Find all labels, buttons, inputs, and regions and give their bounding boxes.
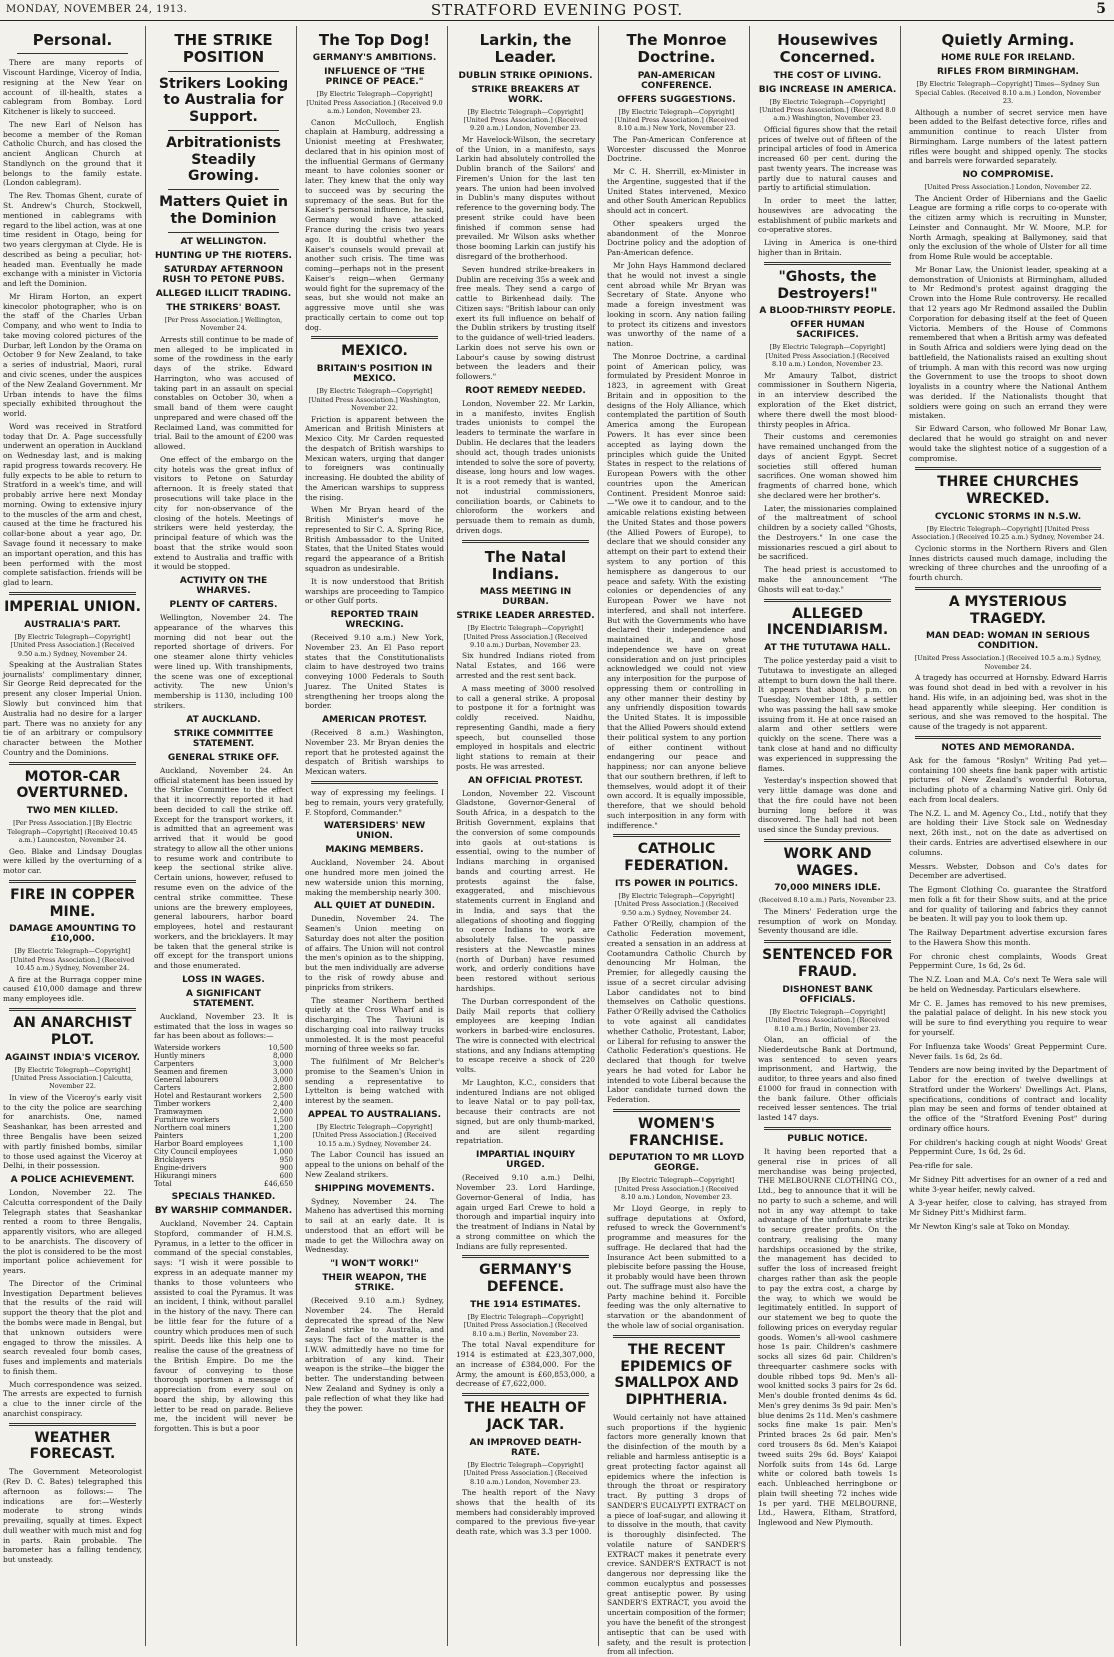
table-row bbox=[154, 1100, 293, 1108]
article-paragraph: The health report of the Navy shows that the health of its members had considerably improved compared to the previous five-year death rate, which was 3.3 per 1000. bbox=[456, 1488, 595, 1537]
article-paragraph: way of expressing my feelings. I beg to remain, yours very gratefully, F. Stopford, Commander." bbox=[305, 788, 444, 817]
occupation-cell: Engine-drivers bbox=[154, 1164, 207, 1173]
amount-cell: 900 bbox=[279, 1164, 293, 1173]
article-paragraph: (Received 8 a.m.) Washington, November 23. Mr Bryan denies the report that he protested against the despatch of British warships to Mexican waters. bbox=[305, 728, 444, 777]
article-paragraph: Mr Hiram Horton, an expert kinecolor photographer, who is on the staff of the Charles Urban Company, and who went to India to take moving colored pictures of the Durbar, left London by the Orama on October 9 for New Zealand, to take a series of industrial, Maori, rural and civic scenes, under the auspices of the New Zealand Government. Mr Urban intends to have the films specially exhibited throughout the world. bbox=[3, 291, 142, 419]
page-number: 5 bbox=[1096, 1, 1106, 17]
amount-cell: 8,000 bbox=[272, 1052, 293, 1061]
wire-credit: [By Electric Telegraph—Copyright] [United Press Association.] (Received 10.25 a.m.) Sydney, November 24. bbox=[911, 524, 1105, 542]
article-paragraph: The Director of the Criminal Investigation Department believes that the results of the raid will support the theory that the plot and the bombs were made in Bengal, but that unknown outsiders were engaged to throw the missiles. A search revealed four bomb cases, fuses and implements and materials to finish them. bbox=[3, 1278, 142, 1376]
subhead: AMERICAN PROTEST. bbox=[322, 715, 427, 726]
article-paragraph: It having been reported that a general rise in prices of all merchandise was being projected, THE MELBOURNE CLOTHING CO., Ltd., beg to announce that it will be no party to such a scheme, and will not in any way attempt to take advantage of the unfortunate strike to secure greater profits. On the contrary, realising the many hardships occasioned by the strike, the management has decided to suffer the loss of increased freight charges rather than ask the people to pay the extra cost, a charge by the way, to which we would be legitimately entitled. In support of our statement we beg to quote the following prices on everyday regular goods. Women's all-wool cashmere hose 1s pair. Children's cashmere socks all sizes 6d pair. Children's threequarter cashmere socks with double ribbed tops 9d. Men's all-wool knitted socks 3 pairs for 2s 6d. Men's double fronted denims 4s 6d. Men's grey denims 3s 9d pair. Men's blue denims 2s 11d. Men's cashmere socks fine make 1s pair. Men's Printed braces 2s 6d pair. Men's cord trousers 8s 6d. Men's Kaiapoi tweed suits 29s 6d. Boys' Kaiapoi Norfolk suits from 14s 6d. Large white or colored bath towels 1s each. Unbleached herringbone or plain twill sheeting 72 inches wide 1s per yard. THE MELBOURNE, Ltd., Hawera, Eltham, Stratford, Inglewood and New Plymouth. bbox=[758, 1147, 897, 1528]
subhead: BY WARSHIP COMMANDER. bbox=[154, 1206, 293, 1217]
amount-cell: 2,800 bbox=[272, 1084, 293, 1093]
wire-credit: [By Electric Telegraph—Copyright] [United Press Association.] (Received 8.10 a.m.) London, November 23. bbox=[765, 343, 890, 369]
amount-cell: 1,000 bbox=[272, 1148, 293, 1157]
subhead: NOTES AND MEMORANDA. bbox=[941, 742, 1075, 753]
subhead: ALL QUIET AT DUNEDIN. bbox=[313, 901, 436, 912]
subhead: IMPARTIAL INQUIRY URGED. bbox=[475, 1150, 576, 1171]
wire-credit: [By Electric Telegraph—Copyright] [United Press Association.] (Received 8.0 a.m.) Washington, November 23. bbox=[759, 97, 896, 123]
occupation-cell: Painters bbox=[154, 1132, 184, 1141]
occupation-cell: Waterside workers bbox=[154, 1044, 221, 1053]
table-row bbox=[154, 1076, 293, 1084]
occupation-cell: Carpenters bbox=[154, 1060, 194, 1069]
headline-franchise: WOMEN'S FRANCHISE. bbox=[628, 1115, 725, 1149]
wire-credit: [By Electric Telegraph—Copyright] [United Press Association.] (Received 8.10 a.m.) Berlin, November 23. bbox=[765, 1007, 890, 1033]
article-paragraph: The Durban correspondent of the Daily Mail reports that colliery employees are keeping Indian workers in barbed-wire enclosures. The wire is connected with electrical stations, and any Indians attempting to escape receive a shock of 220 volts. bbox=[456, 996, 595, 1075]
subhead: THEIR WEAPON, THE STRIKE. bbox=[322, 1273, 427, 1294]
occupation-cell: Tramwaymen bbox=[154, 1108, 203, 1117]
headline-fraud: SENTENCED FOR FRAUD. bbox=[762, 947, 893, 981]
subhead: PUBLIC NOTICE. bbox=[787, 1134, 868, 1145]
article-paragraph: (Received 9.10 a.m.) Sydney, November 24. The Herald deprecated the spread of the New Zealand strike to Australia, and says: The fact of the matter is the I.W.W. admittedly have no time for arbitration of any kind. Their weapon is the strike—the bigger the better. The understanding between New Zealand and Sydney is only a pale reflection of what they like had they the power. bbox=[305, 1296, 444, 1413]
subhead: DAMAGE AMOUNTING TO £10,000. bbox=[9, 924, 136, 945]
headline-top-dog: The Top Dog! bbox=[318, 31, 431, 49]
wire-credit: [Per Press Association.] [By Electric Telegraph—Copyright] (Received 10.45 a.m.) Launceston, November 24. bbox=[7, 819, 138, 845]
subhead: TWO MEN KILLED. bbox=[26, 806, 119, 817]
article-paragraph: Auckland, November 24. An official statement has been issued by the Strike Committee to the effect that it incorrectly reported it had been decided to call the strike off. Except for the transport workers, it is admitted that an agreement was arrived that it would be good strategy to allow all the other unions to resume work and contribute to keep the sectional strike alive. Certain unions, however, refused to resume even on the advice of the central strike committee. These unions are the brewery employees, general labourers, harbor board employees, hotel and restaurant workers, and the bricklayers. It may be taken that the general strike is off except for the transport unions and those enumerated. bbox=[154, 765, 293, 971]
notice-item: The N.Z. L. and M. Agency Co., Ltd., notify that they are holding their Live Stock sale on Wednesday next, 26th inst., not on the date as advertised on their cards. Entries are advertised elsewhere in our columns. bbox=[909, 808, 1107, 857]
notice-item: The Railway Department advertise excursion fares to the Hawera Show this month. bbox=[909, 928, 1107, 947]
subhead: DEPUTATION TO MR LLOYD GEORGE. bbox=[608, 1153, 745, 1174]
headline-matters-quiet: Matters Quiet in the Dominion bbox=[159, 194, 288, 228]
article-paragraph: The police yesterday paid a visit to Tututawa to investigate an alleged attempt to burn down the hall there. It appears that about 9 p.m. on Tuesday, November 18th, a settler who was passing the hall saw smoke issuing from it. He at once raised an alarm and other settlers were quickly on the scene. There was a tank close at hand and no difficulty was experienced in suppressing the flames. bbox=[758, 656, 897, 773]
subhead: AT WELLINGTON. bbox=[180, 236, 267, 247]
headline-catholic: CATHOLIC FEDERATION. bbox=[624, 841, 729, 875]
headline-imperial-union: IMPERIAL UNION. bbox=[4, 598, 141, 615]
headline-weather: WEATHER FORECAST. bbox=[29, 1429, 116, 1463]
amount-cell: 1,200 bbox=[272, 1124, 293, 1133]
subhead: A BLOOD-THIRSTY PEOPLE. bbox=[759, 306, 896, 317]
subhead: MAN DEAD: WOMAN IN SERIOUS CONDITION. bbox=[926, 631, 1090, 652]
wage-loss-table bbox=[154, 1044, 293, 1188]
article-paragraph: Auckland, November 23. It is estimated that the loss in wages so far has been about as follows:— bbox=[154, 1011, 293, 1041]
subhead: ROOT REMEDY NEEDED. bbox=[465, 385, 586, 396]
subhead: PLENTY OF CARTERS. bbox=[169, 600, 278, 611]
article-paragraph: Their customs and ceremonies have remained unchanged from the days of ancient Egypt. Secret societies still offered human sacrifices. One woman showed him fragments of charred bone, which she declared were her brother's. bbox=[758, 432, 897, 500]
headline-incendiarism: ALLEGED INCENDIARISM. bbox=[766, 605, 889, 639]
occupation-cell: Timber workers bbox=[154, 1100, 211, 1109]
headline-motor-car: MOTOR-CAR OVERTURNED. bbox=[16, 768, 129, 802]
subhead: DISHONEST BANK OFFICIALS. bbox=[782, 984, 873, 1005]
occupation-cell: General labourers bbox=[154, 1076, 219, 1085]
occupation-cell: Carters bbox=[154, 1084, 181, 1093]
article-paragraph: London, November 22. Mr Larkin, in a manifesto, invites English trades unionists to compel the leaders to terminate the warfare in Dublin. He declares that the leaders should act, though trades unionists intended to solve the sore of poverty, disease, long hours and low wages. It is a root remedy that is wanted, not industrial commissioners, conciliation boards, or Cabinets to chloroform the workers and persuade them to remain as dumb, driven dogs. bbox=[456, 398, 595, 535]
subhead: A SIGNIFICANT STATEMENT. bbox=[186, 988, 261, 1009]
wire-credit: [By Electric Telegraph—Copyright] [United Press Association.] (Received 9.50 a.m.) Sydney, November 24. bbox=[614, 892, 739, 917]
subhead: GERMANY'S AMBITIONS. bbox=[312, 53, 437, 64]
subhead: RIFLES FROM BIRMINGHAM. bbox=[937, 67, 1079, 78]
subhead: AT THE TUTUTAWA HALL. bbox=[764, 643, 891, 654]
notice-item: A 3-year heifer, close to calving, has strayed from Mr Sidney Pitt's Midhirst farm. bbox=[909, 1198, 1107, 1218]
notice-item: Mr C. E. James has removed to his new premises, the palatial palace of delight. In his new stock you will be sure to find everything you require to wear for yourself. bbox=[909, 998, 1107, 1037]
subhead: "I WON'T WORK!" bbox=[330, 1259, 419, 1270]
subhead: APPEAL TO AUSTRALIANS. bbox=[307, 1109, 442, 1120]
wire-credit: [By Electric Telegraph—Copyright] [United Press Association.] (Received 8.10 a.m.) London, November 23. bbox=[614, 1176, 739, 1202]
headline-larkin: Larkin, the Leader. bbox=[479, 31, 572, 67]
subhead: BRITAIN'S POSITION IN MEXICO. bbox=[316, 364, 433, 385]
headline-germany-defence: GERMANY'S DEFENCE. bbox=[479, 1262, 572, 1296]
newspaper-title: STRATFORD EVENING POST. bbox=[430, 1, 684, 19]
article-paragraph: Mr Lloyd George, in reply to suffrage deputations at Oxford, refused to wreck the Government's programme and measures for the suffrage. He declared that had the Insurance Act been submitted to a plebiscite before passing the House, it probably would have been thrown out. The suffrage must also have the Party machine behind it. Forcible feeding was the only alternative to starvation or the abandonment of the whole law of social organisation. bbox=[607, 1203, 746, 1330]
headline-churches: THREE CHURCHES WRECKED. bbox=[937, 474, 1079, 508]
subhead: THE COST OF LIVING. bbox=[773, 70, 882, 81]
amount-cell: 10,500 bbox=[268, 1044, 293, 1053]
article-paragraph: The Government Meteorologist (Rev D. C. Bates) telegraphed this afternoon as follows:— The indications are for:—Westerly moderate to strong winds prevailing, squally at times. Expect dull weather with much mist and fog in parts. Rain probable. The barometer has a falling tendency, but unsteady. bbox=[3, 1467, 142, 1565]
article-paragraph: Dunedin, November 24. The Seamen's Union meeting on Saturday does not alter the position of affairs. The Union will not control the men's opinion as to the shipping, but the men individually are adverse to the risk of rowdy abuse and pinpricks from strikers. bbox=[305, 914, 444, 992]
article-paragraph: In view of the Viceroy's early visit to the city the police are searching for anarchists. One, named Seashankar, has been arrested and three Bengalis have been seized with partly finished bombs, similar to those used against the Viceroy at Delhi, in their possession. bbox=[3, 1092, 142, 1171]
article-paragraph: The head priest is accustomed to make the announcement "The Ghosts will eat to-day." bbox=[758, 565, 897, 594]
article-paragraph: Canon McCulloch, English chaplain at Hamburg, addressing a Unionist meeting at Freshwater, declared that in his opinion most of the influential Germans of Germany meant to have colonies sooner or later. They knew that the only way to succeed was by securing the supremacy of the seas. But for the Kaiser's personal influence, he said, Germany would have attacked France during the crisis two years ago. It is doubtful whether the Kaiser's counsels would prevail at another such crisis. The time was coming—perhaps not in the present Kaiser's reign—when Germany would fight for the supremacy of the seas, but she would not make an aggressive move until she was practically certain to come out top dog. bbox=[305, 117, 444, 332]
amount-cell: 3,000 bbox=[272, 1060, 293, 1069]
occupation-cell: Northern coal miners bbox=[154, 1124, 231, 1133]
subhead: OFFER HUMAN SACRIFICES. bbox=[790, 320, 865, 341]
notice-item: Pea-rifle for sale. bbox=[909, 1161, 973, 1171]
subhead: ITS POWER IN POLITICS. bbox=[615, 879, 738, 889]
notice-item: For Influenza take Woods' Great Peppermint Cure. Never fails. 1s 6d, 2s 6d. bbox=[909, 1041, 1107, 1061]
column-2 bbox=[151, 26, 297, 1646]
subhead: SPECIALS THANKED. bbox=[171, 1192, 276, 1203]
article-paragraph: The Miners' Federation urge the resumption of work on Monday. Seventy thousand are idle. bbox=[758, 906, 897, 936]
article-paragraph: Arrests still continue to be made of men alleged to be implicated in some of the rowdiness in the early days of the strike. Edward Harrington, who was accused of taking part in an assault on special constables on October 30, when a small band of them were caught unprepared and were chased off the Reclaimed Land, was committed for trial. Bail to the amount of £200 was allowed. bbox=[154, 334, 293, 452]
article-paragraph: In order to meet the latter, housewives are advocating the establishment of public markets and co-operative stores. bbox=[758, 196, 897, 235]
table-row bbox=[154, 1060, 293, 1068]
occupation-cell: Furniture workers bbox=[154, 1116, 220, 1125]
article-paragraph: Auckland, November 24. About one hundred more men joined the new waterside union this morning, making the membership nearly 300. bbox=[305, 858, 444, 897]
notice-item: For children's hacking cough at night Woods' Great Peppermint Cure, 1s 6d, 2s 6d. bbox=[909, 1137, 1107, 1157]
table-row bbox=[154, 1116, 293, 1124]
wire-credit: [By Electric Telegraph—Copyright] [United Press Association.] Washington, November 22. bbox=[308, 387, 441, 413]
occupation-cell: City Council employees bbox=[154, 1148, 238, 1157]
notice-item: For chronic chest complaints, Woods Great Peppermint Cure, 1s 6d, 2s 6d. bbox=[909, 951, 1107, 971]
article-paragraph: Six hundred Indians rioted from Natal Estates, and 166 were arrested and the rest sent back. bbox=[456, 651, 595, 681]
article-paragraph: Auckland, November 24. Captain Stopford, commander of H.M.S. Pyramus, in a letter to the officer in command of the special constables, says: "I wish it were possible to express in an adequate manner my thanks to those volunteers who assisted to coal the Pyramus. It was an incident, I think, without parallel in the history of the navy. There can be little fear for the future of a country which produces men of such spirit. Deeds like this help one to realise the cause of the greatness of the British Empire. Do me the favour of conveying to those thorough sportsmen a message of appreciation from every soul on board the ship, by allowing this letter to be read on parade. Believe me, the incident will never be forgotten. This is but a poor bbox=[154, 1219, 293, 1434]
subhead: AUSTRALIA'S PART. bbox=[24, 619, 121, 630]
subhead: AN OFFICIAL PROTEST. bbox=[468, 775, 583, 786]
column-4 bbox=[453, 26, 599, 1646]
amount-cell: 2,000 bbox=[272, 1108, 293, 1117]
subhead: OFFERS SUGGESTIONS. bbox=[617, 94, 736, 105]
article-paragraph: The total Naval expenditure for 1914 is estimated at £23,307,000, an increase of £384,000. For the Army, the amount is £60,853,000, a decrease of £7,622,000. bbox=[456, 1340, 595, 1389]
table-total-row bbox=[154, 1180, 293, 1188]
occupation-cell: Huntly miners bbox=[154, 1052, 205, 1061]
amount-cell: 1,100 bbox=[272, 1140, 293, 1149]
subhead: STRIKE BREAKERS AT WORK. bbox=[471, 84, 580, 105]
occupation-cell: Seamen and firemen bbox=[154, 1068, 228, 1077]
subhead: A POLICE ACHIEVEMENT. bbox=[10, 1175, 135, 1186]
subhead: HOME RULE FOR IRELAND. bbox=[940, 53, 1076, 64]
table-row bbox=[154, 1132, 293, 1140]
subhead: MAKING MEMBERS. bbox=[325, 845, 424, 856]
headline-epidemics: THE RECENT EPIDEMICS OF SMALLPOX AND DIPHTHERIA. bbox=[614, 1341, 739, 1409]
occupation-cell: Hikurangi miners bbox=[154, 1172, 217, 1181]
article-paragraph: The fulfilment of Mr Belcher's promise to the Seamen's Union in sending a representative to Lyttelton is being watched with interest by the seamen. bbox=[305, 1057, 444, 1106]
article-paragraph: Other speakers urged the abandonment of the Monroe Doctrine policy and the adoption of Pan-American defence. bbox=[607, 218, 746, 258]
article-paragraph: Mr Havelock-Wilson, the secretary of the Union, in a manifesto, says Larkin had absolutely controlled the Dublin branch of the Sailors' and Firemen's Union for the last ten years. The union had been involved in Dublin's many disputes without reference to the governing body. The present strike could have been finished if common sense had prevailed. Mr Wilson asks whether those booming Larkin can justify his disregard of the brotherhood. bbox=[456, 134, 595, 261]
amount-cell: 600 bbox=[279, 1172, 293, 1181]
article-paragraph: It is now understood that British warships are proceeding to Tampico or other Gulf ports. bbox=[305, 576, 444, 606]
article-paragraph: Living in America is one-third higher than in Britain. bbox=[758, 238, 897, 257]
headline-monroe: The Monroe Doctrine. bbox=[626, 31, 727, 67]
subhead: SHIPPING MOVEMENTS. bbox=[314, 1183, 435, 1194]
article-paragraph: (Received 9.10 a.m.) New York, November 23. An El Paso report states that the Constitutionalists claim to have destroyed two trains conveying 1000 Federals to South Juarez. The United States is strengthening her troops along the border. bbox=[305, 633, 444, 711]
subhead: CYCLONIC STORMS IN N.S.W. bbox=[934, 511, 1082, 522]
table-row bbox=[154, 1164, 293, 1172]
notice-item: The Egmont Clothing Co. guarantee the Stratford men folk a fit for their Show suits, and at the price and for quality of tailoring and fabrics they cannot be beaten. It will pay you to look them up. bbox=[909, 885, 1107, 924]
article-paragraph: Father O'Reilly, champion of the Catholic Federation movement, created a sensation in an address at Cootamundra Catholic Church by denouncing Mr Holman, the Premier, for allegedly causing the issue of a secret circular advising Labor candidates not to bind themselves on Catholic questions. Father O'Reilly advised the Catholics to vote against all candidates whether Catholic, Protestant, Labor, or Liberal for refusing to answer the Catholic Federation's questions. He declared that though for twelve years he had voted for Labor he intended to vote Liberal because the Labor candidate turned down the Federation. bbox=[607, 919, 746, 1105]
article-paragraph: One effect of the embargo on the city hotels was the great influx of visitors to Petone on Saturday afternoon. It is freely stated that prosecutions will take place in the city for non-observance of the closing of the hotels. Meetings of strikers were held yesterday, the principal feature of which was the boast that the strike would soon extend to Australia and traffic with it would be stopped. bbox=[154, 454, 293, 572]
headline-natal-indians: The Natal Indians. bbox=[484, 547, 567, 583]
notice-item: Mr Newton King's sale at Toko on Monday. bbox=[909, 1222, 1070, 1232]
article-paragraph: Mr John Hays Hammond declared that he would not invest a single cent abroad while Mr Bryan was Secretary of State. Anyone who made a foreign investment was looking in scorn. Any nation failing to protect its citizens and investors was unworthy of the name of a nation. bbox=[607, 261, 746, 349]
article-paragraph: Sir Edward Carson, who followed Mr Bonar Law, declared that he would go straight on and never would take the slightest notice of a suggestion of a compromise. bbox=[909, 424, 1107, 463]
subhead: ACTIVITY ON THE WHARVES. bbox=[179, 576, 268, 597]
notice-item: Tenders are now being invited by the Department of Labor for the erection of twelve dwellings at Stratford under the Workers' Dwellings Act. Plans, specifications, conditions of contract and locality plan may be seen and forms of tender obtained at the office of the "Stratford Evening Post" during ordinary office hours. bbox=[909, 1065, 1107, 1133]
table-row bbox=[154, 1172, 293, 1180]
wire-credit: (Received 8.10 a.m.) Paris, November 23. bbox=[758, 896, 897, 905]
article-paragraph: Wellington, November 24. The appearance of the wharves this morning did not bear out the reported shortage of drivers. For one steamer alone thirty vehicles were lined up. With transhipments, the scene was one of exceptional activity. The new Union's membership is 1130, including 100 strikers. bbox=[154, 613, 293, 711]
masthead bbox=[0, 0, 1114, 21]
table-row bbox=[154, 1108, 293, 1116]
headline-fire: FIRE IN COPPER MINE. bbox=[10, 886, 135, 920]
wire-credit: [By Electric Telegraph—Copyright] [United Press Association.] (Received 10.15 a.m.) Sydney, November 24. bbox=[312, 1122, 437, 1148]
table-row bbox=[154, 1148, 293, 1156]
subhead: PAN-AMERICAN CONFERENCE. bbox=[637, 70, 716, 91]
subhead: THE STRIKERS' BOAST. bbox=[166, 302, 281, 313]
article-paragraph: Olan, an official of the Niederdeutsche Bank at Dortmund, was sentenced to seven years imprisonment, and Hartwig, the auditor, to three years and also fined £1000 for fraud in connection with the bank failure. Other officials received lesser sentences. The trial lasted 147 days. bbox=[758, 1035, 897, 1123]
headline-personal: Personal. bbox=[32, 31, 113, 49]
subhead: WATERSIDERS' NEW UNION. bbox=[323, 821, 426, 842]
article-paragraph: Much correspondence was seized. The arrests are expected to furnish a clue to the inner circle of the anarchist conspiracy. bbox=[3, 1379, 142, 1418]
subhead: GENERAL STRIKE OFF. bbox=[167, 752, 280, 763]
amount-cell: 3,000 bbox=[272, 1076, 293, 1085]
subhead: BIG INCREASE IN AMERICA. bbox=[758, 84, 897, 95]
headline-housewives: Housewives Concerned. bbox=[777, 31, 878, 67]
subhead: DUBLIN STRIKE OPINIONS. bbox=[458, 70, 593, 81]
article-paragraph: Mr Bonar Law, the Unionist leader, speaking at a demonstration of Unionists at Birmingham, alluded to Mr Redmond's protest against dragging the Crown into the Home Rule controversy. He recalled that 12 years ago Mr Redmond assailed the Dublin Corporation for debasing itself at the feet of Queen Victoria. Members of the House of Commons remembered that when a British army was defeated in South Africa and soldiers were lying dead on the battlefield, the Nationalists raised an exulting shout of triumph. A man with this record was now urging the Government to use the troops to shoot down loyalists in a country where the National Anthem was derided. If the Nationalists thought that soldiers were going on such an errand they were mistaken. bbox=[909, 264, 1107, 421]
subhead: STRIKE LEADER ARRESTED. bbox=[456, 611, 595, 622]
article-paragraph: Mr Amaury Talbot, district commissioner in Southern Nigeria, in an interview described the exploration of the Eket district, where there dwell the most blood-thirsty peoples in Africa. bbox=[758, 370, 897, 429]
headline-quietly-arming: Quietly Arming. bbox=[941, 31, 1075, 49]
headline-tragedy: A MYSTERIOUS TRAGEDY. bbox=[948, 593, 1068, 627]
article-paragraph: Would certainly not have attained such proportions if the hygienic factors more generally known that the disinfection of the mouth by a reliable and harmless antiseptic is a great protecting factor against all epidemics where the infection is through the throat or respiratory tract. By putting 3 drops of SANDER'S EUCALYPTI EXTRACT on a piece of loaf-sugar, and allowing it to dissolve in the mouth, that cavity is thoroughly disinfected. The volatile nature of SANDER'S EXTRACT makes it penetrate every crevice. SANDER'S EXTRACT is not dangerous nor depressing like the common eucalyptus and possesses great antiseptic power. By using SANDER'S EXTRACT, you avoid the uncertain composition of the former; you have the benefit of the strongest antiseptic that can be used with safety, and the result is protection from all infection. bbox=[607, 1412, 746, 1657]
article-paragraph: Word was received in Stratford today that Dr. A. Page successfully underwent an operation in Auckland on Wednesday last, and is making rapid progress towards recovery. He fully expects to be able to return to Stratford in a week's time, and will probably arrive here next Monday morning. Owing to extensive injury to the muscles of the arm and chest, caused at the time he fractured his collar-bone about a year ago, Dr. Savage found it necessary to make an important operation, and this has been performed with the most complete satisfaction. friends will be glad to learn. bbox=[3, 421, 142, 588]
article-paragraph: The Monroe Doctrine, a cardinal point of American policy, was formulated by President Monroe in 1823, in agreement with Great Britain and in opposition to the designs of the Holy Alliance, which contemplated the partition of South America among the European Powers. It has ever since been accepted as laying down the principles which guide the United States in respect to the relations of European Powers with the other countries upon the American Continent. President Monroe said:—"We owe it to candour, and to the amicable relations existing between the United States and those powers (the Allied Powers of Europe), to declare that we should consider any attempt on their part to extend their system to any portion of this hemisphere as dangerous to our peace and safety. With the existing colonies or dependencies of any European Power we have not interfered, and shall not interfere. But with the Governments who have declared their independence and maintained it, and whose independence we have on great consideration and on just principles acknowledged we could not view any interposition for the purpose of oppressing them or controlling in any other manner their destiny by any unfriendly disposition towards the United States. It is impossible that the Allied Powers should extend their political system to any portion of either continent without endangering our peace and happiness; nor can anyone believe that our southern brethren, if left to themselves, would adopt it of their own accord. It is equally impossible, therefore, that we should behold such interposition in any form with indifference." bbox=[607, 351, 746, 830]
article-paragraph: Sydney, November 24. The Maheno has advertised this morning to sail at an early date. It is understood that an effort will be made to get the Willochra away on Wednesday. bbox=[305, 1196, 444, 1255]
wire-credit: [By Electric Telegraph—Copyright] [United Press Association.] (Received 9.20 a.m.) London, November 23. bbox=[463, 107, 588, 133]
article-paragraph: Cyclonic storms in the Northern Rivers and Glen Innes districts caused much damage, including the wrecking of three churches and the unroofing of a fourth church. bbox=[909, 543, 1107, 583]
table-row bbox=[154, 1052, 293, 1060]
article-paragraph: The steamer Northern berthed quietly at the Cross Wharf and is discharging. The Taviuni is discharging coal into railway trucks unmolested. It is the most peaceful morning of three weeks so far. bbox=[305, 995, 444, 1054]
table-row bbox=[154, 1068, 293, 1076]
notice-item: Messrs. Webster, Dobson and Co's dates for December are advertised. bbox=[909, 861, 1107, 881]
wire-credit: [United Press Association.] London, November 22. bbox=[924, 183, 1092, 192]
amount-cell: 1,200 bbox=[272, 1132, 293, 1141]
article-paragraph: Yesterday's inspection showed that very little damage was done and that the fire could have not been burning long before it was discovered. The hall had not been used since the Sunday previous. bbox=[758, 776, 897, 835]
issue-date: MONDAY, NOVEMBER 24, 1913. bbox=[6, 4, 188, 15]
headline-strikers-looking: Strikers Looking to Australia for Support. bbox=[158, 75, 289, 126]
amount-cell: 3,000 bbox=[272, 1068, 293, 1077]
article-paragraph: The Pan-American Conference at Worcester discussed the Monroe Doctrine. bbox=[607, 134, 746, 164]
occupation-cell: Hotel and Restaurant workers bbox=[154, 1092, 262, 1101]
headline-jack-tar: THE HEALTH OF JACK TAR. bbox=[464, 1400, 587, 1433]
wire-credit: [By Electric Telegraph—Copyright] [United Press Association.] (Received 10.45 a.m.) Sydney, November 24. bbox=[10, 947, 135, 973]
table-row bbox=[154, 1124, 293, 1132]
headline-strike-position: THE STRIKE POSITION bbox=[174, 31, 273, 67]
article-paragraph: The new Earl of Nelson has become a member of the Roman Catholic Church, and has closed the ancient Anglican Church at Standlynch on the ground that it belongs to the family estate. (London cablegram). bbox=[3, 119, 142, 188]
headline-arbitrationists: Arbitrationists Steadily Growing. bbox=[166, 134, 281, 185]
article-paragraph: Seven hundred strike-breakers in Dublin are receiving 35s a week and free meals. They send a cargo of cattle to Birkenhead daily. The Citizen says: "British labour can only exert its full influence on behalf of the Dublin strikers by trusting itself to the guidance of well-tried leaders. Larkin does not serve his own or Labour's cause by sowing distrust between the leaders and their followers." bbox=[456, 264, 595, 382]
subhead: NO COMPROMISE. bbox=[962, 170, 1054, 181]
notice-item: The N.Z. Loan and M.A. Co's next Te Wera sale will be held on Wednesday. Particulars elsewhere. bbox=[909, 975, 1107, 994]
subhead: AGAINST INDIA'S VICEROY. bbox=[5, 1052, 140, 1063]
article-paragraph: Speaking at the Australian States journalists' complimentary dinner, Sir George Reid deprecated for the present any closer Imperial Union. Slowly but convinced him that Australia had no desire for a larger part. There was no anxiety for any tie of an arbitrary or compulsory character between the Mother Country and the Dominions. bbox=[3, 659, 142, 757]
subhead: MASS MEETING IN DURBAN. bbox=[479, 587, 572, 608]
column-3 bbox=[302, 26, 448, 1646]
subhead: LOSS IN WAGES. bbox=[182, 974, 265, 985]
article-paragraph: A fire at the Burraga copper mine caused £10,000 damage and threw many employees idle. bbox=[3, 974, 142, 1004]
column-6 bbox=[755, 26, 901, 1646]
column-1 bbox=[0, 26, 146, 1646]
subhead: SATURDAY AFTERNOON RUSH TO PETONE PUBS. bbox=[162, 264, 285, 285]
column-7 bbox=[906, 26, 1110, 1646]
headline-work-wages: WORK AND WAGES. bbox=[783, 845, 872, 879]
headline-anarchist: AN ANARCHIST PLOT. bbox=[13, 1015, 132, 1048]
subhead: INFLUENCE OF "THE PRINCE OF PEACE." bbox=[324, 67, 425, 88]
notice-item: Mr Sidney Pitt advertises for an owner of a red and white 3-year heifer, newly calved. bbox=[909, 1174, 1107, 1194]
occupation-cell: Bricklayers bbox=[154, 1156, 195, 1165]
wire-credit: [By Electric Telegraph—Copyright] [United Press Association.] Calcutta, November 22. bbox=[11, 1065, 134, 1091]
subhead: HUNTING UP THE RIOTERS. bbox=[155, 250, 292, 261]
total-value: £46,650 bbox=[264, 1180, 293, 1189]
wire-credit: [By Electric Telegraph—Copyright] [United Press Association.] (Received 8.10 a.m.) New York, November 23. bbox=[614, 107, 739, 133]
wire-credit: [By Electric Telegraph—Copyright] [United Press Association.] (Received 8.10 a.m.) London, November 23. bbox=[463, 1460, 588, 1486]
headline-ghosts: "Ghosts, the Destroyers!" bbox=[777, 268, 878, 302]
subhead: ALLEGED ILLICIT TRADING. bbox=[155, 288, 292, 299]
wire-credit: [Per Press Association.] Wellington, November 24. bbox=[164, 315, 283, 333]
total-label: Total bbox=[154, 1180, 172, 1189]
article-paragraph: Official figures show that the retail prices of twelve out of fifteen of the principal articles of food in America increased 60 per cent. during the past twenty years. The increase was partly due to natural causes and partly to artificial stimulation. bbox=[758, 124, 897, 193]
subhead: AT AUCKLAND. bbox=[186, 714, 261, 725]
subhead: STRIKE COMMITTEE STATEMENT. bbox=[173, 728, 274, 749]
article-paragraph: London, November 22. The Calcutta correspondent of the Daily Telegraph states that Seashankar rented a room to three Bengalis, apparently visitors, who are alleged to be anarchists. The discovery of the plot is considered to be the most important police achievement for years. bbox=[3, 1188, 142, 1276]
article-paragraph: Although a number of secret service men have been added to the Belfast detective force, rifles and ammunition continue to reach Ulster from Birmingham. Large numbers of the latest pattern rifles were bought and shipped openly. The stocks and barrels were forwarded separately. bbox=[909, 107, 1107, 166]
article-paragraph: A tragedy has occurred at Hornsby. Edward Harris was found shot dead in bed with a revolver in his hand. His wife, in an adjoining bed, was shot in the head apparently while sleeping. Her condition is serious, and she was removed to the hospital. The cause of the tragedy is not apparent. bbox=[909, 673, 1107, 732]
wire-credit: [By Electric Telegraph—Copyright] Times—Sydney Sun Special Cables. (Received 8.10 a.m.) London, November 23. bbox=[915, 80, 1101, 106]
table-row bbox=[154, 1156, 293, 1164]
subhead: REPORTED TRAIN WRECKING. bbox=[330, 610, 419, 631]
wire-credit: [By Electric Telegraph—Copyright] [United Press Association.] (Received 9.10 a.m.) Durban, November 23. bbox=[463, 624, 588, 650]
article-paragraph: (Received 9.10 a.m.) Delhi, November 23. Lord Hardinge, Governor-General of India, has again urged Earl Crewe to hold a thorough and impartial inquiry into the treatment of Indians in Natal by a strong committee on which the Indians are fully represented. bbox=[456, 1173, 595, 1251]
table-row bbox=[154, 1084, 293, 1092]
article-paragraph: Mr C. H. Sherrill, ex-Minister in the Argentine, suggested that if the United States intervened, Mexico and other South American Republics should act in concert. bbox=[607, 167, 746, 216]
amount-cell: 2,400 bbox=[272, 1100, 293, 1109]
headline-mexico: MEXICO. bbox=[341, 343, 408, 360]
article-paragraph: When Mr Bryan heard of the British Minister's move he represented to Sir C. A. Spring Rice, British Ambassador to the United States, that the United States would regard the appearance of a British squadron as undesirable. bbox=[305, 505, 444, 573]
notice-item: Ask for the famous "Roslyn" Writing Pad yet—containing 100 sheets fine bank paper with artistic pictures of New Zealand's wonderful Rotorua, including photo of a charming Native girl. Only 6d each from local dealers. bbox=[909, 755, 1107, 804]
wire-credit: [By Electric Telegraph—Copyright] [United Press Association.] (Received 8.10 a.m.) Berlin, November 23. bbox=[463, 1312, 588, 1338]
article-paragraph: The Ancient Order of Hibernians and the Gaelic League are forming a rifle corps to co-operate with the citizen army which is recruiting in Munster, Leinster and Connaught. Mr W. Moore, M.P. for North Armagh, speaking at Ballymoney, said that only the exclusion of the whole of Ulster for all time from Home Rule would be acceptable. bbox=[909, 193, 1107, 262]
article-paragraph: Geo. Blake and Lindsay Douglas were killed by the overturning of a motor car. bbox=[3, 846, 142, 876]
table-row bbox=[154, 1140, 293, 1148]
table-row bbox=[154, 1044, 293, 1052]
article-paragraph: There are many reports of Viscount Hardinge, Viceroy of India, resigning at the New Year on account of ill-health, states a cablegram from Bombay. Lord Kitchener is likely to succeed. bbox=[3, 58, 142, 117]
wire-credit: [By Electric Telegraph—Copyright] [United Press Association.] (Received 9.50 a.m.) Sydney, November 24. bbox=[10, 632, 135, 658]
amount-cell: 1,500 bbox=[272, 1116, 293, 1125]
article-paragraph: A mass meeting of 3000 resolved to call a general strike. A proposal to postpone it for a fortnight was coldly received. Naidhu, representing Gandhi, made a fiery speech, but counselled those employed in hospitals and electric light stations to remain at their posts. He was arrested. bbox=[456, 683, 595, 771]
subhead: THE 1914 ESTIMATES. bbox=[470, 1299, 581, 1310]
amount-cell: 950 bbox=[279, 1156, 293, 1165]
article-paragraph: Friction is apparent between the American and British Ministers at Mexico City. Mr Carden requested the despatch of British warships to Mexican waters, urging that danger to foreigners was continually increasing. He doubted the ability of the American warships to suppress the rising. bbox=[305, 414, 444, 502]
table-row bbox=[154, 1092, 293, 1100]
amount-cell: 2,500 bbox=[272, 1092, 293, 1101]
article-paragraph: Later, the missionaries complained of the maltreatment of school children by a society called "Ghosts, the Destroyers." In one case the missionaries rescued a girl about to be sacrificed. bbox=[758, 503, 897, 562]
article-paragraph: Mr Laughton, K.C., considers that indentured Indians are not obliged to leave Natal or to pay poll-tax, because their contracts are not signed, but are only thumb-marked, and are silent regarding repatriation. bbox=[456, 1077, 595, 1146]
article-paragraph: The Labor Council has issued an appeal to the unions on behalf of the New Zealand strikers. bbox=[305, 1150, 444, 1179]
column-5 bbox=[604, 26, 750, 1657]
occupation-cell: Harbor Board employees bbox=[154, 1140, 244, 1149]
subhead: AN IMPROVED DEATH-RATE. bbox=[469, 1437, 582, 1458]
article-paragraph: The Rev. Thomas Ghent, curate of St. Andrew's Church, Stockwell, mentioned in cablegrams with regard to the libel action, was at one time resident in Otago, being for two years clergyman at Clyde. He is described as being a peculiar, hot-headed man. Eventually he made exchange with a minister in Victoria and left the Dominion. bbox=[3, 191, 142, 289]
article-paragraph: London, November 22. Viscount Gladstone, Governor-General of South Africa, in a despatch to the British Government, explains that the conversion of some compounds into gaols at out-stations is essential, owing to the number of Indians marching in organised bands and courting arrest. He protests against the false, exaggerated, and mischievous statements current in England and in India, and says that the allegations of shooting and flogging to coerce Indians to work are absolutely false. The passive resisters at the Newcastle mines (north of Durban) have resumed work, and orderly conditions have been restored without serious hardships. bbox=[456, 788, 595, 993]
subhead: 70,000 MINERS IDLE. bbox=[774, 883, 881, 894]
wire-credit: [By Electric Telegraph—Copyright] [United Press Association.] (Received 9.0 a.m.) London, November 23. bbox=[306, 90, 443, 116]
wire-credit: [United Press Association.] (Received 10.5 a.m.) Sydney, November 24. bbox=[914, 654, 1102, 671]
